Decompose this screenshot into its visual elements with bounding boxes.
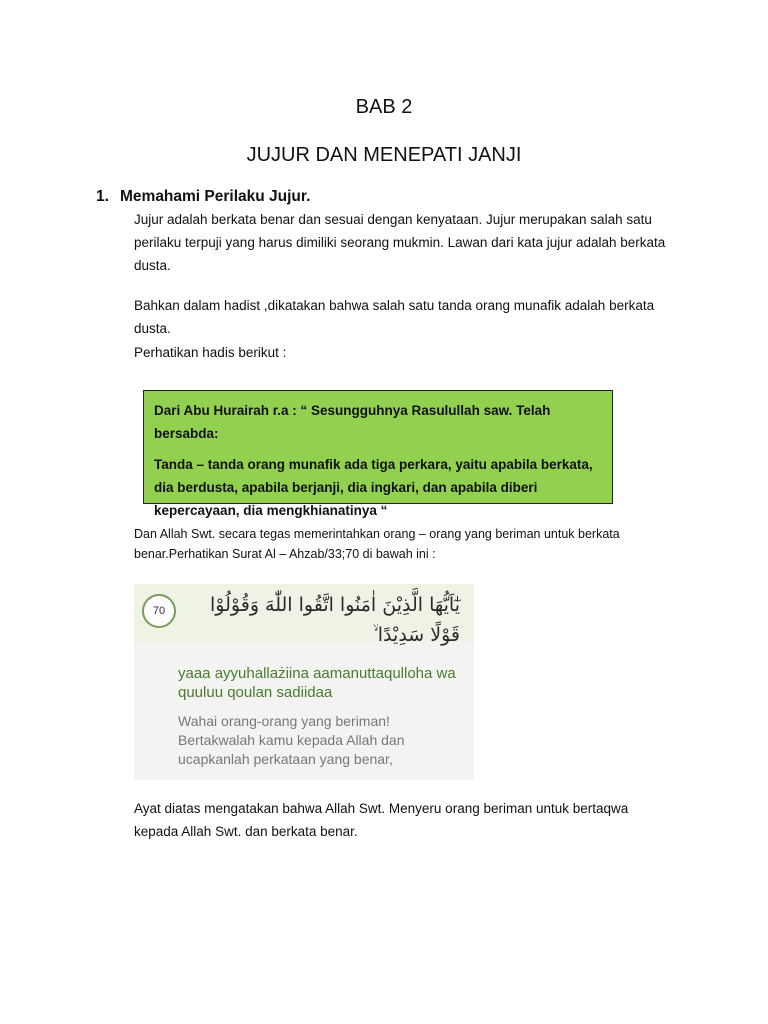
section-title: Memahami Perilaku Jujur. [120,188,311,205]
hadith-text: Tanda – tanda orang munafik ada tiga perkara, yaitu apabila berkata, dia berdusta, apabila berjanji, dia ingkari, dan apabila diberi kepercayaan, dia mengkhianatinya “ [154,457,593,518]
verse-header [134,584,474,646]
hadith-narrator-line: Dari Abu Hurairah r.a : “ Sesungguhnya Rasulullah saw. Telah bersabda: [154,403,551,441]
verse-translation: Wahai orang-orang yang beriman! Bertakwalah kamu kepada Allah dan ucapkanlah perkataan yang benar, [178,713,405,767]
verse-transliteration: yaaa ayyuhallażiina aamanuttaqulloha wa quuluu qoulan sadiidaa [178,665,456,701]
paragraph-hadith-intro: Bahkan dalam hadist ,dikatakan bahwa salah satu tanda orang munafik adalah berkata dusta. [134,298,655,336]
hadith-quote-box [143,390,613,518]
chapter-number: BAB 2 [355,96,413,118]
paragraph-notice: Perhatikan hadis berikut : [134,345,287,360]
section-heading [96,188,310,206]
ayah-number-badge: 70 [142,594,176,628]
paragraph-definition: Jujur adalah berkata benar dan sesuai dengan kenyataan. Jujur merupakan salah satu perilaku terpuji yang harus dimiliki seorang mukmin. Lawan dari kata jujur adalah berkata dusta. [134,212,666,273]
verse-image [134,584,474,780]
paragraph-verse-intro: Dan Allah Swt. secara tegas memerintahkan orang – orang yang beriman untuk berkata benar.Perhatikan Surat Al – Ahzab/33;70 di bawah ini : [134,527,620,561]
chapter-title: JUJUR DAN MENEPATI JANJI [246,144,522,166]
paragraph-conclusion: Ayat diatas mengatakan bahwa Allah Swt. Menyeru orang beriman untuk bertaqwa kepada Allah Swt. dan berkata benar. [134,801,629,839]
section-number: 1. [96,188,109,205]
arabic-verse: يٰٓاَيُّهَا الَّذِيْنَ اٰمَنُوا اتَّقُوا اللّٰهَ وَقُوْلُوْا قَوْلًا سَدِيْدًا ۙ [210,594,460,646]
